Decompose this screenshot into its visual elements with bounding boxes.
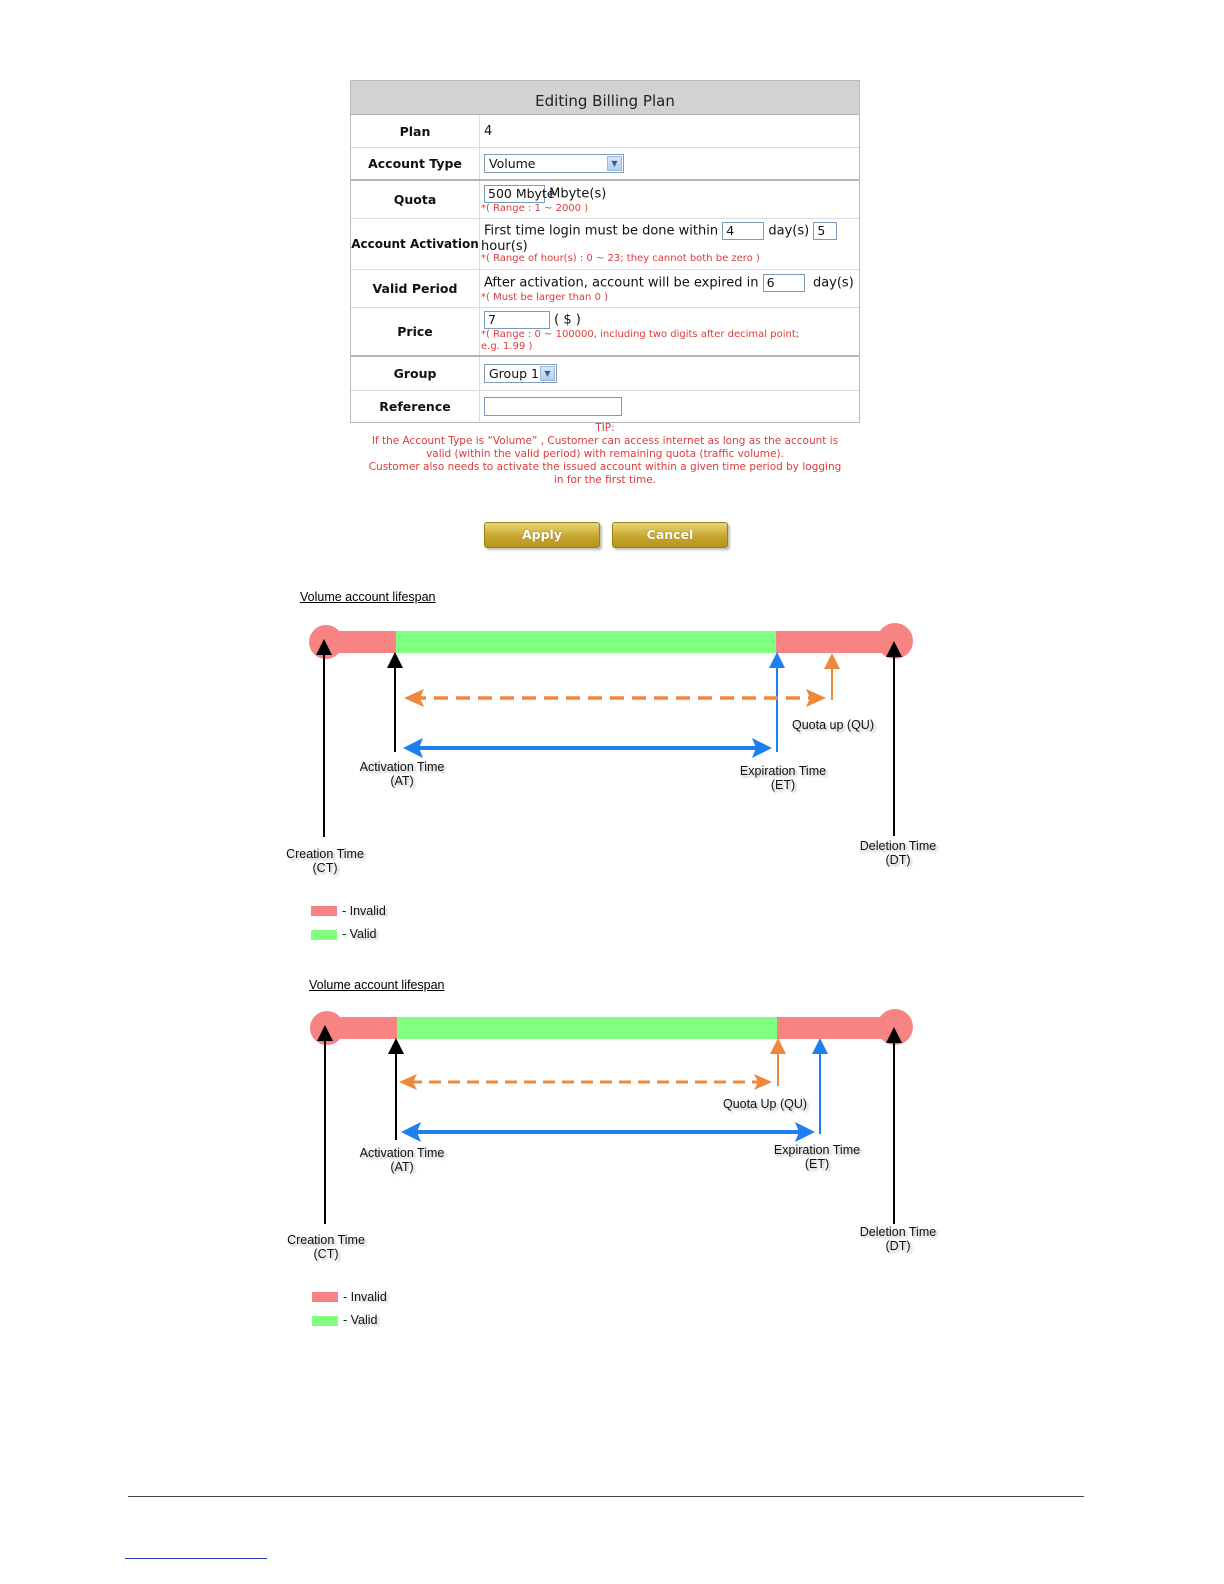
chevron-down-icon: ▼ [540, 366, 555, 381]
diagram2-deletion-title: Deletion Time [859, 1225, 937, 1239]
diagram2-quota-up-label: Quota Up (QU) [723, 1097, 808, 1111]
reference-label: Reference [351, 391, 480, 422]
billing-plan-panel [350, 80, 860, 423]
activation-days-unit: day(s) [768, 223, 810, 239]
price-hint-1: *( Range : 0 ~ 100000, including two digits after decimal point; [481, 329, 800, 340]
chevron-down-icon: ▼ [607, 156, 622, 171]
account-type-row [351, 148, 859, 181]
price-row [351, 308, 859, 357]
apply-button[interactable]: Apply [484, 522, 600, 548]
diagram1-legend-invalid: - Invalid [342, 904, 386, 918]
group-cell [480, 357, 859, 390]
diagram2-valid-segment [397, 1017, 777, 1039]
tip-line-1: If the Account Type is “Volume” , Customer can access internet as long as the account is [371, 435, 839, 447]
footer-link-underline[interactable] [125, 1558, 267, 1559]
quota-input[interactable]: 500 Mbyte [484, 185, 545, 203]
tip-line-3: Customer also needs to activate the issued account within a given time period by logging [368, 461, 842, 473]
quota-row [351, 181, 859, 219]
diagram1-activation-abbr: (AT) [390, 774, 414, 788]
diagram2-legend-invalid-swatch [312, 1292, 338, 1302]
tip-box [350, 422, 860, 487]
valid-period-input[interactable]: 6 [763, 274, 805, 292]
plan-value: 4 [484, 123, 493, 139]
account-activation-cell [480, 219, 859, 269]
tip-title: TIP: [595, 422, 615, 434]
group-label: Group [351, 357, 480, 390]
diagram1-activation-title: Activation Time [359, 760, 445, 774]
diagram2-creation-label [283, 1233, 369, 1261]
valid-period-prefix: After activation, account will be expired in [484, 275, 759, 291]
tip-line-2: valid (within the valid period) with remaining quota (traffic volume). [426, 448, 784, 460]
activation-hint: *( Range of hour(s) : 0 ~ 23; they cannot both be zero ) [481, 253, 760, 264]
diagram2-legend-valid-swatch [312, 1316, 338, 1326]
diagram2-activation-title: Activation Time [359, 1146, 445, 1160]
diagram2-expiration-title: Expiration Time [773, 1143, 861, 1157]
diagram1-legend-valid-swatch [311, 930, 337, 940]
quota-label: Quota [351, 181, 480, 218]
quota-unit: Mbyte(s) [549, 186, 607, 202]
diagram2-timeline [0, 990, 1224, 1290]
diagram1-valid-segment [396, 631, 776, 653]
diagram1-expiration-title: Expiration Time [739, 764, 827, 778]
diagram2-expiration-abbr: (ET) [804, 1157, 830, 1171]
group-select[interactable] [484, 364, 557, 383]
diagram2-deletion-label [856, 1225, 940, 1253]
tip-line-4: in for the first time. [553, 474, 657, 486]
account-type-cell [480, 148, 859, 179]
diagram2-expiration-label [770, 1143, 864, 1171]
footer-divider [128, 1496, 1084, 1497]
diagram1-legend-valid: - Valid [342, 927, 377, 941]
plan-value-cell [480, 115, 859, 147]
diagram2-legend-invalid: - Invalid [343, 1290, 387, 1304]
plan-row [351, 115, 859, 148]
diagram2-creation-title: Creation Time [287, 1233, 365, 1247]
diagram1-deletion-abbr: (DT) [885, 853, 911, 867]
diagram1-deletion-label [856, 839, 940, 867]
account-type-value: Volume [489, 156, 536, 171]
valid-period-hint: *( Must be larger than 0 ) [481, 292, 609, 303]
group-value: Group 1 [489, 366, 539, 381]
diagram2-legend-valid: - Valid [343, 1313, 378, 1327]
diagram1-creation-abbr: (CT) [312, 861, 338, 875]
price-label: Price [351, 308, 480, 355]
account-activation-row [351, 219, 859, 270]
activation-hours-unit: hour(s) [481, 239, 528, 254]
cancel-button[interactable]: Cancel [612, 522, 728, 548]
diagram1-creation-title: Creation Time [286, 847, 364, 861]
reference-input[interactable] [484, 397, 622, 416]
diagram1-activation-label [356, 760, 448, 788]
diagram2-activation-abbr: (AT) [390, 1160, 414, 1174]
group-row [351, 357, 859, 391]
activation-days-input[interactable]: 4 [722, 222, 764, 240]
diagram1-expiration-label [736, 764, 830, 792]
valid-period-cell [480, 270, 859, 307]
diagram2-invalid-segment-1 [327, 1017, 397, 1039]
account-activation-label: Account Activation [351, 219, 480, 269]
diagram1-legend-invalid-swatch [311, 906, 337, 916]
activation-hours-input[interactable]: 5 [813, 222, 837, 240]
reference-row [351, 391, 859, 422]
diagram1-quota-up-label: Quota up (QU) [792, 718, 874, 732]
diagram1-deletion-title: Deletion Time [859, 839, 937, 853]
price-input[interactable]: 7 [484, 311, 550, 329]
valid-period-label: Valid Period [351, 270, 480, 307]
account-type-label: Account Type [351, 148, 480, 179]
diagram2-creation-abbr: (CT) [313, 1247, 339, 1261]
reference-cell [480, 391, 859, 422]
activation-prefix: First time login must be done within [484, 223, 719, 239]
diagram2-activation-label [356, 1146, 448, 1174]
diagram1-invalid-segment-1 [326, 631, 396, 653]
price-hint-2: e.g. 1.99 ) [481, 341, 533, 352]
quota-hint: *( Range : 1 ~ 2000 ) [481, 203, 589, 214]
valid-period-row [351, 270, 859, 308]
diagram1-expiration-abbr: (ET) [770, 778, 796, 792]
diagram1-creation-label [282, 847, 368, 875]
diagram2-title: Volume account lifespan [309, 978, 445, 992]
quota-cell [480, 181, 859, 218]
price-unit: ( $ ) [554, 312, 581, 328]
diagram1-title: Volume account lifespan [300, 590, 436, 604]
plan-label: Plan [351, 115, 480, 147]
panel-title: Editing Billing Plan [351, 81, 859, 115]
diagram1-timeline [0, 600, 1224, 900]
price-cell [480, 308, 859, 355]
account-type-select[interactable] [484, 154, 624, 173]
valid-period-unit: day(s) [812, 275, 854, 291]
diagram2-deletion-abbr: (DT) [885, 1239, 911, 1253]
